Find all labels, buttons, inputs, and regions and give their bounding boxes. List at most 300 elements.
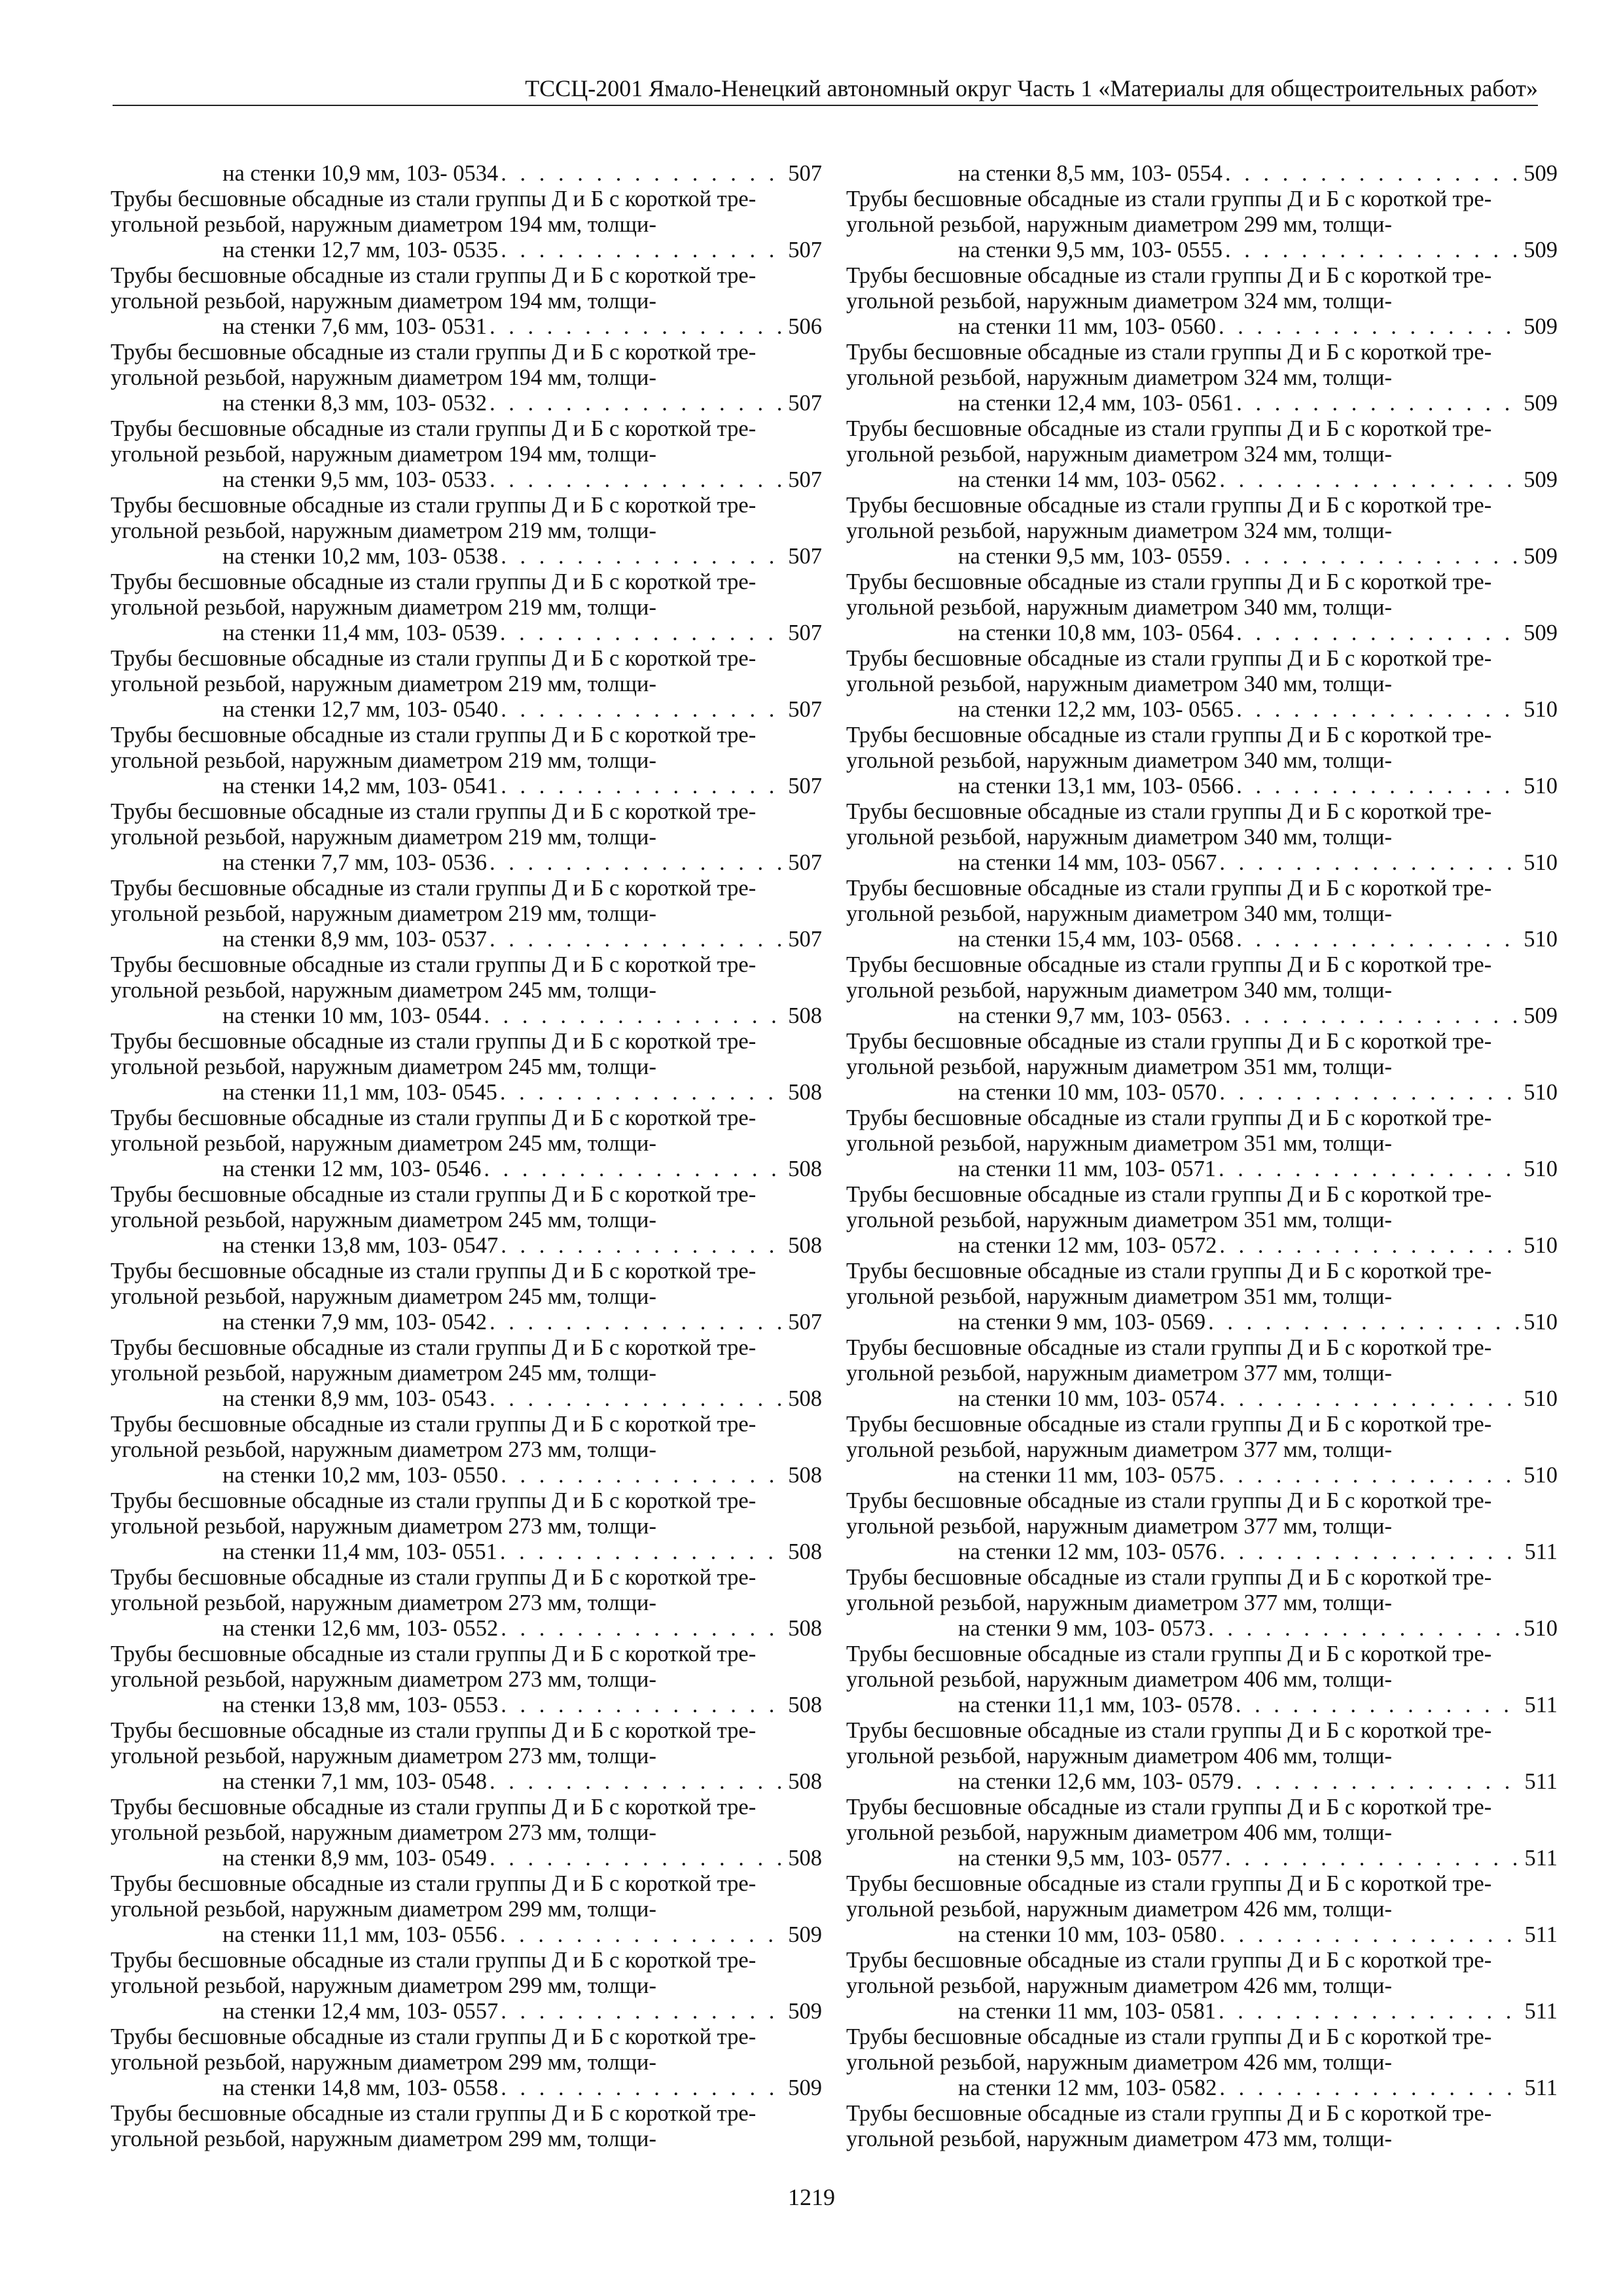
entry-text-line: Трубы бесшовные обсадные из стали группы Д и Б с короткой тре- — [111, 1029, 757, 1054]
entry-page-ref: 507 — [788, 238, 822, 262]
entry-text-line: Трубы бесшовные обсадные из стали группы Д и Б с короткой тре- — [111, 1335, 757, 1360]
entry-text-line: Трубы бесшовные обсадные из стали группы Д и Б с короткой тре- — [846, 723, 1492, 747]
dot-leader — [1225, 161, 1521, 187]
entry-text-line: угольной резьбой, наружным диаметром 273 мм, толщи- — [111, 1820, 656, 1845]
entry-code-text: на стенки 11,1 мм, 103- 0545 — [223, 1080, 497, 1105]
entry-text-line: угольной резьбой, наружным диаметром 273 мм, толщи- — [111, 1590, 656, 1615]
entry-text-line: Трубы бесшовные обсадные из стали группы Д и Б с короткой тре- — [846, 2024, 1492, 2049]
dot-leader — [490, 927, 785, 952]
index-entry — [111, 1029, 822, 1105]
index-entry — [111, 1259, 822, 1335]
dot-leader — [490, 1386, 785, 1412]
dot-leader — [490, 1769, 785, 1795]
entry-text-line: Трубы бесшовные обсадные из стали группы Д и Б с короткой тре- — [111, 1948, 757, 1973]
entry-text-line: Трубы бесшовные обсадные из стали группы Д и Б с короткой тре- — [846, 1488, 1492, 1513]
dot-leader — [1208, 1310, 1521, 1335]
entry-leader-line — [958, 544, 1558, 569]
index-entry — [111, 1718, 822, 1795]
entry-page-ref: 509 — [1524, 1003, 1558, 1028]
dot-leader — [490, 391, 785, 416]
dot-leader — [1219, 1080, 1521, 1105]
entry-code-text: на стенки 10,2 мм, 103- 0538 — [223, 544, 499, 569]
entry-page-ref: 507 — [788, 391, 822, 416]
entry-code-text: на стенки 7,1 мм, 103- 0548 — [223, 1769, 487, 1794]
entry-page-ref: 508 — [788, 1616, 822, 1641]
entry-code-text: на стенки 14 мм, 103- 0567 — [958, 850, 1217, 875]
dot-leader — [1225, 1003, 1521, 1029]
entry-code-text: на стенки 11,1 мм, 103- 0578 — [958, 1693, 1233, 1717]
entry-code-text: на стенки 13,8 мм, 103- 0553 — [223, 1693, 499, 1717]
entry-leader-line — [223, 544, 822, 569]
index-entry — [846, 1795, 1558, 1871]
dot-leader — [500, 1080, 785, 1105]
entry-page-ref: 507 — [788, 620, 822, 645]
dot-leader — [501, 1616, 785, 1641]
entry-code-text: на стенки 9 мм, 103- 0569 — [958, 1310, 1206, 1335]
entry-text-line: Трубы бесшовные обсадные из стали группы Д и Б с короткой тре- — [111, 1488, 757, 1513]
index-entry — [111, 1948, 822, 2024]
index-entry — [846, 646, 1558, 723]
index-entry — [111, 876, 822, 952]
entry-page-ref: 509 — [788, 1999, 822, 2024]
index-entry — [846, 2024, 1558, 2101]
entry-text-line: угольной резьбой, наружным диаметром 245 мм, толщи- — [111, 1054, 656, 1079]
entry-text-line: Трубы бесшовные обсадные из стали группы Д и Б с короткой тре- — [846, 263, 1492, 288]
index-entry — [111, 646, 822, 723]
entry-leader-line — [958, 238, 1558, 263]
entry-page-ref: 508 — [788, 1080, 822, 1105]
dot-leader — [1225, 1846, 1522, 1871]
entry-code-text: на стенки 11 мм, 103- 0575 — [958, 1463, 1217, 1488]
entry-page-ref: 508 — [788, 1693, 822, 1717]
entry-page-ref: 507 — [788, 850, 822, 875]
index-entry — [846, 723, 1558, 799]
entry-leader-line — [958, 850, 1558, 876]
entry-code-text: на стенки 9,5 мм, 103- 0555 — [958, 238, 1222, 262]
index-entry — [111, 263, 822, 340]
index-entry — [111, 161, 822, 187]
index-entry — [846, 1488, 1558, 1565]
entry-text-line: Трубы бесшовные обсадные из стали группы Д и Б с короткой тре- — [111, 569, 757, 594]
index-entry — [111, 1565, 822, 1641]
dot-leader — [490, 850, 785, 876]
index-entry — [111, 1871, 822, 1948]
entry-text-line: Трубы бесшовные обсадные из стали группы Д и Б с короткой тре- — [111, 1412, 757, 1437]
entry-text-line: угольной резьбой, наружным диаметром 219 мм, толщи- — [111, 518, 656, 543]
entry-text-line: угольной резьбой, наружным диаметром 473 мм, толщи- — [846, 2126, 1392, 2151]
entry-text-line: угольной резьбой, наружным диаметром 245 мм, толщи- — [111, 978, 656, 1003]
dot-leader — [1208, 1616, 1521, 1641]
entry-text-line: Трубы бесшовные обсадные из стали группы Д и Б с короткой тре- — [846, 1871, 1492, 1896]
entry-leader-line — [223, 697, 822, 723]
index-entry — [846, 952, 1558, 1029]
entry-page-ref: 509 — [788, 1922, 822, 1947]
entry-text-line: Трубы бесшовные обсадные из стали группы Д и Б с короткой тре- — [846, 1029, 1492, 1054]
dot-leader — [1225, 238, 1521, 263]
entry-text-line: Трубы бесшовные обсадные из стали группы Д и Б с короткой тре- — [111, 187, 757, 211]
entry-leader-line — [958, 1846, 1558, 1871]
entry-text-line: угольной резьбой, наружным диаметром 194 мм, толщи- — [111, 442, 656, 467]
index-entry — [111, 952, 822, 1029]
entry-leader-line — [223, 314, 822, 340]
entry-leader-line — [223, 620, 822, 646]
entry-code-text: на стенки 11,4 мм, 103- 0539 — [223, 620, 497, 645]
entry-text-line: угольной резьбой, наружным диаметром 340 мм, толщи- — [846, 595, 1392, 620]
entry-code-text: на стенки 10 мм, 103- 0580 — [958, 1922, 1217, 1947]
entry-leader-line — [223, 1003, 822, 1029]
entry-page-ref: 510 — [1524, 1080, 1558, 1105]
entry-leader-line — [223, 1386, 822, 1412]
entry-leader-line — [958, 1157, 1558, 1182]
entry-leader-line — [958, 1922, 1558, 1948]
entry-text-line: Трубы бесшовные обсадные из стали группы Д и Б с короткой тре- — [846, 1412, 1492, 1437]
entry-page-ref: 511 — [1524, 1769, 1558, 1794]
entry-text-line: угольной резьбой, наружным диаметром 245 мм, толщи- — [111, 1208, 656, 1232]
entry-code-text: на стенки 15,4 мм, 103- 0568 — [958, 927, 1234, 952]
index-entry — [111, 723, 822, 799]
entry-code-text: на стенки 10,9 мм, 103- 0534 — [223, 161, 499, 186]
entry-text-line: угольной резьбой, наружным диаметром 245 мм, толщи- — [111, 1361, 656, 1386]
dot-leader — [1236, 1769, 1522, 1795]
index-entry — [111, 1335, 822, 1412]
entry-code-text: на стенки 14,8 мм, 103- 0558 — [223, 2075, 499, 2100]
entry-leader-line — [958, 774, 1558, 799]
entry-text-line: Трубы бесшовные обсадные из стали группы Д и Б с короткой тре- — [846, 416, 1492, 441]
dot-leader — [1219, 1463, 1521, 1488]
dot-leader — [1225, 544, 1521, 569]
entry-code-text: на стенки 10 мм, 103- 0544 — [223, 1003, 482, 1028]
index-entry — [111, 1795, 822, 1871]
entry-text-line: Трубы бесшовные обсадные из стали группы Д и Б с короткой тре- — [111, 952, 757, 977]
entry-text-line: угольной резьбой, наружным диаметром 340 мм, толщи- — [846, 748, 1392, 773]
dot-leader — [484, 1003, 785, 1029]
entry-code-text: на стенки 13,1 мм, 103- 0566 — [958, 774, 1234, 798]
entry-leader-line — [958, 620, 1558, 646]
entry-text-line: Трубы бесшовные обсадные из стали группы Д и Б с короткой тре- — [111, 1105, 757, 1130]
index-entry — [846, 876, 1558, 952]
entry-text-line: Трубы бесшовные обсадные из стали группы Д и Б с короткой тре- — [846, 799, 1492, 824]
entry-code-text: на стенки 9,7 мм, 103- 0563 — [958, 1003, 1222, 1028]
index-entry — [111, 1641, 822, 1718]
index-entry — [111, 1182, 822, 1259]
entry-page-ref: 510 — [1524, 850, 1558, 875]
entry-leader-line — [223, 161, 822, 187]
entry-leader-line — [223, 391, 822, 416]
entry-page-ref: 511 — [1524, 1693, 1558, 1717]
entry-text-line: угольной резьбой, наружным диаметром 299 мм, толщи- — [111, 2050, 656, 2075]
entry-text-line: угольной резьбой, наружным диаметром 351 мм, толщи- — [846, 1131, 1392, 1156]
entry-leader-line — [958, 467, 1558, 493]
entry-text-line: угольной резьбой, наружным диаметром 377 мм, толщи- — [846, 1590, 1392, 1615]
entry-leader-line — [958, 1080, 1558, 1105]
entry-code-text: на стенки 8,3 мм, 103- 0532 — [223, 391, 487, 416]
entry-text-line: Трубы бесшовные обсадные из стали группы Д и Б с короткой тре- — [846, 646, 1492, 671]
entry-page-ref: 507 — [788, 927, 822, 952]
entry-page-ref: 510 — [1524, 1616, 1558, 1641]
entry-text-line: угольной резьбой, наружным диаметром 340 мм, толщи- — [846, 672, 1392, 696]
index-entry — [111, 2101, 822, 2152]
entry-page-ref: 510 — [1524, 1386, 1558, 1411]
entry-text-line: Трубы бесшовные обсадные из стали группы Д и Б с короткой тре- — [846, 1795, 1492, 1820]
entry-leader-line — [223, 1233, 822, 1259]
entry-leader-line — [223, 1769, 822, 1795]
entry-leader-line — [958, 927, 1558, 952]
entry-text-line: угольной резьбой, наружным диаметром 426 мм, толщи- — [846, 1897, 1392, 1922]
entry-text-line: Трубы бесшовные обсадные из стали группы Д и Б с короткой тре- — [111, 723, 757, 747]
entry-page-ref: 507 — [788, 1310, 822, 1335]
dot-leader — [501, 1233, 785, 1259]
entry-leader-line — [223, 1922, 822, 1948]
index-entry — [846, 1641, 1558, 1718]
entry-page-ref: 511 — [1524, 2075, 1558, 2100]
index-entry — [111, 1412, 822, 1488]
dot-leader — [1219, 314, 1521, 340]
entry-page-ref: 511 — [1524, 1999, 1558, 2024]
entry-text-line: угольной резьбой, наружным диаметром 324 мм, толщи- — [846, 365, 1392, 390]
dot-leader — [1236, 697, 1521, 723]
entry-text-line: Трубы бесшовные обсадные из стали группы Д и Б с короткой тре- — [111, 646, 757, 671]
dot-leader — [490, 314, 785, 340]
index-entry — [111, 187, 822, 263]
entry-leader-line — [223, 850, 822, 876]
dot-leader — [500, 1922, 785, 1948]
index-entry — [111, 1105, 822, 1182]
entry-leader-line — [223, 1157, 822, 1182]
dot-leader — [501, 544, 785, 569]
entry-code-text: на стенки 12 мм, 103- 0546 — [223, 1157, 482, 1181]
index-entry — [846, 416, 1558, 493]
entry-text-line: Трубы бесшовные обсадные из стали группы Д и Б с короткой тре- — [111, 1259, 757, 1283]
dot-leader — [1219, 1999, 1522, 2024]
dot-leader — [1219, 1922, 1522, 1948]
entry-page-ref: 509 — [1524, 391, 1558, 416]
entry-page-ref: 507 — [788, 544, 822, 569]
dot-leader — [501, 161, 785, 187]
entry-page-ref: 509 — [1524, 161, 1558, 186]
entry-leader-line — [958, 1693, 1558, 1718]
entry-text-line: Трубы бесшовные обсадные из стали группы Д и Б с короткой тре- — [111, 799, 757, 824]
entry-text-line: угольной резьбой, наружным диаметром 406 мм, толщи- — [846, 1744, 1392, 1768]
entry-text-line: угольной резьбой, наружным диаметром 194 мм, толщи- — [111, 289, 656, 314]
index-entry — [846, 1412, 1558, 1488]
entry-page-ref: 508 — [788, 1386, 822, 1411]
index-entry — [846, 1259, 1558, 1335]
dot-leader — [1219, 1157, 1521, 1182]
entry-leader-line — [223, 1846, 822, 1871]
entry-code-text: на стенки 13,8 мм, 103- 0547 — [223, 1233, 499, 1258]
entry-text-line: угольной резьбой, наружным диаметром 324 мм, толщи- — [846, 518, 1392, 543]
entry-text-line: угольной резьбой, наружным диаметром 351 мм, толщи- — [846, 1054, 1392, 1079]
entry-leader-line — [958, 697, 1558, 723]
entry-text-line: Трубы бесшовные обсадные из стали группы Д и Б с короткой тре- — [111, 1182, 757, 1207]
entry-text-line: угольной резьбой, наружным диаметром 324 мм, толщи- — [846, 442, 1392, 467]
entry-code-text: на стенки 7,6 мм, 103- 0531 — [223, 314, 487, 339]
entry-page-ref: 509 — [1524, 620, 1558, 645]
index-entry — [846, 187, 1558, 263]
index-entry — [111, 493, 822, 569]
entry-text-line: Трубы бесшовные обсадные из стали группы Д и Б с короткой тре- — [111, 1718, 757, 1743]
index-entry — [111, 416, 822, 493]
entry-text-line: угольной резьбой, наружным диаметром 377 мм, толщи- — [846, 1514, 1392, 1539]
entry-text-line: Трубы бесшовные обсадные из стали группы Д и Б с короткой тре- — [846, 569, 1492, 594]
entry-page-ref: 510 — [1524, 927, 1558, 952]
entry-text-line: угольной резьбой, наружным диаметром 219 мм, толщи- — [111, 825, 656, 850]
entry-text-line: Трубы бесшовные обсадные из стали группы Д и Б с короткой тре- — [846, 1335, 1492, 1360]
entry-text-line: Трубы бесшовные обсадные из стали группы Д и Б с короткой тре- — [846, 1641, 1492, 1666]
entry-leader-line — [958, 314, 1558, 340]
entry-leader-line — [223, 1693, 822, 1718]
entry-page-ref: 508 — [788, 1233, 822, 1258]
entry-text-line: угольной резьбой, наружным диаметром 219 мм, толщи- — [111, 748, 656, 773]
entry-code-text: на стенки 14,2 мм, 103- 0541 — [223, 774, 499, 798]
entry-text-line: угольной резьбой, наружным диаметром 377 мм, толщи- — [846, 1361, 1392, 1386]
entry-text-line: угольной резьбой, наружным диаметром 273 мм, толщи- — [111, 1437, 656, 1462]
entry-text-line: угольной резьбой, наружным диаметром 273 мм, толщи- — [111, 1744, 656, 1768]
entry-leader-line — [958, 1463, 1558, 1488]
entry-page-ref: 510 — [1524, 1463, 1558, 1488]
dot-leader — [501, 1999, 785, 2024]
index-entry — [846, 569, 1558, 646]
entry-leader-line — [958, 161, 1558, 187]
entry-text-line: Трубы бесшовные обсадные из стали группы Д и Б с короткой тре- — [111, 876, 757, 901]
entry-text-line: угольной резьбой, наружным диаметром 406 мм, толщи- — [846, 1820, 1392, 1845]
entry-text-line: угольной резьбой, наружным диаметром 245 мм, толщи- — [111, 1131, 656, 1156]
dot-leader — [1236, 391, 1521, 416]
entry-text-line: Трубы бесшовные обсадные из стали группы Д и Б с короткой тре- — [846, 340, 1492, 365]
index-entry — [846, 1948, 1558, 2024]
entry-page-ref: 508 — [788, 1003, 822, 1028]
entry-text-line: Трубы бесшовные обсадные из стали группы Д и Б с короткой тре- — [111, 263, 757, 288]
index-entry — [846, 1718, 1558, 1795]
entry-code-text: на стенки 14 мм, 103- 0562 — [958, 467, 1217, 492]
entry-text-line: Трубы бесшовные обсадные из стали группы Д и Б с короткой тре- — [111, 416, 757, 441]
dot-leader — [1236, 1693, 1522, 1718]
entry-code-text: на стенки 10,2 мм, 103- 0550 — [223, 1463, 499, 1488]
entry-leader-line — [223, 238, 822, 263]
entry-code-text: на стенки 7,7 мм, 103- 0536 — [223, 850, 487, 875]
entry-page-ref: 511 — [1524, 1846, 1558, 1871]
entry-page-ref: 510 — [1524, 1310, 1558, 1335]
entry-text-line: угольной резьбой, наружным диаметром 351 мм, толщи- — [846, 1284, 1392, 1309]
entry-text-line: угольной резьбой, наружным диаметром 406 мм, толщи- — [846, 1667, 1392, 1692]
entry-code-text: на стенки 12,4 мм, 103- 0561 — [958, 391, 1234, 416]
entry-text-line: Трубы бесшовные обсадные из стали группы Д и Б с короткой тре- — [111, 1641, 757, 1666]
entry-text-line: Трубы бесшовные обсадные из стали группы Д и Б с короткой тре- — [111, 1795, 757, 1820]
entry-page-ref: 510 — [1524, 1233, 1558, 1258]
dot-leader — [501, 1463, 785, 1488]
entry-text-line: Трубы бесшовные обсадные из стали группы Д и Б с короткой тре- — [846, 1259, 1492, 1283]
entry-leader-line — [223, 1080, 822, 1105]
dot-leader — [1219, 1539, 1522, 1565]
entry-text-line: Трубы бесшовные обсадные из стали группы Д и Б с короткой тре- — [846, 952, 1492, 977]
entry-code-text: на стенки 10 мм, 103- 0574 — [958, 1386, 1217, 1411]
entry-text-line: угольной резьбой, наружным диаметром 273 мм, толщи- — [111, 1514, 656, 1539]
entry-text-line: угольной резьбой, наружным диаметром 426 мм, толщи- — [846, 1973, 1392, 1998]
index-entry — [111, 340, 822, 416]
entry-text-line: угольной резьбой, наружным диаметром 299 мм, толщи- — [846, 212, 1392, 237]
index-column-right — [846, 161, 1558, 2152]
entry-page-ref: 508 — [788, 1157, 822, 1181]
entry-text-line: Трубы бесшовные обсадные из стали группы Д и Б с короткой тре- — [111, 493, 757, 518]
entry-code-text: на стенки 9,5 мм, 103- 0559 — [958, 544, 1222, 569]
index-entry — [111, 569, 822, 646]
dot-leader — [1219, 850, 1521, 876]
index-entry — [846, 799, 1558, 876]
entry-text-line: Трубы бесшовные обсадные из стали группы Д и Б с короткой тре- — [846, 876, 1492, 901]
index-entry — [111, 2024, 822, 2101]
dot-leader — [490, 467, 785, 493]
entry-page-ref: 507 — [788, 697, 822, 722]
entry-text-line: угольной резьбой, наружным диаметром 245 мм, толщи- — [111, 1284, 656, 1309]
index-entry — [846, 340, 1558, 416]
index-entry — [111, 799, 822, 876]
entry-text-line: Трубы бесшовные обсадные из стали группы Д и Б с короткой тре- — [111, 2024, 757, 2049]
dot-leader — [490, 1846, 785, 1871]
entry-code-text: на стенки 12,2 мм, 103- 0565 — [958, 697, 1234, 722]
dot-leader — [1219, 2075, 1522, 2101]
index-column-left — [111, 161, 822, 2152]
entry-leader-line — [223, 1616, 822, 1641]
entry-code-text: на стенки 11 мм, 103- 0560 — [958, 314, 1217, 339]
entry-leader-line — [223, 1310, 822, 1335]
entry-code-text: на стенки 11 мм, 103- 0571 — [958, 1157, 1217, 1181]
entry-leader-line — [223, 927, 822, 952]
entry-text-line: угольной резьбой, наружным диаметром 351 мм, толщи- — [846, 1208, 1392, 1232]
entry-leader-line — [958, 2075, 1558, 2101]
running-header — [113, 72, 1538, 106]
index-entry — [846, 1335, 1558, 1412]
entry-leader-line — [958, 391, 1558, 416]
entry-leader-line — [958, 1310, 1558, 1335]
entry-code-text: на стенки 12,7 мм, 103- 0540 — [223, 697, 499, 722]
dot-leader — [501, 697, 785, 723]
entry-text-line: угольной резьбой, наружным диаметром 299 мм, толщи- — [111, 1973, 656, 1998]
entry-code-text: на стенки 12 мм, 103- 0582 — [958, 2075, 1217, 2100]
entry-code-text: на стенки 10 мм, 103- 0570 — [958, 1080, 1217, 1105]
entry-page-ref: 508 — [788, 1769, 822, 1794]
entry-page-ref: 507 — [788, 161, 822, 186]
entry-leader-line — [223, 1999, 822, 2024]
entry-text-line: угольной резьбой, наружным диаметром 340 мм, толщи- — [846, 825, 1392, 850]
index-entry — [846, 1029, 1558, 1105]
entry-text-line: Трубы бесшовные обсадные из стали группы Д и Б с короткой тре- — [846, 1565, 1492, 1590]
entry-page-ref: 508 — [788, 1539, 822, 1564]
index-entry — [846, 1565, 1558, 1641]
entry-text-line: угольной резьбой, наружным диаметром 340 мм, толщи- — [846, 901, 1392, 926]
entry-text-line: Трубы бесшовные обсадные из стали группы Д и Б с короткой тре- — [111, 1565, 757, 1590]
entry-code-text: на стенки 12,7 мм, 103- 0535 — [223, 238, 499, 262]
entry-text-line: Трубы бесшовные обсадные из стали группы Д и Б с короткой тре- — [846, 1948, 1492, 1973]
entry-page-ref: 511 — [1524, 1539, 1558, 1564]
entry-page-ref: 507 — [788, 467, 822, 492]
dot-leader — [1219, 467, 1521, 493]
entry-leader-line — [958, 1616, 1558, 1641]
entry-leader-line — [223, 2075, 822, 2101]
entry-text-line: угольной резьбой, наружным диаметром 299 мм, толщи- — [111, 2126, 656, 2151]
entry-code-text: на стенки 8,5 мм, 103- 0554 — [958, 161, 1222, 186]
entry-page-ref: 508 — [788, 1463, 822, 1488]
entry-text-line: угольной резьбой, наружным диаметром 324 мм, толщи- — [846, 289, 1392, 314]
dot-leader — [1219, 1386, 1521, 1412]
entry-text-line: Трубы бесшовные обсадные из стали группы Д и Б с короткой тре- — [111, 1871, 757, 1896]
entry-page-ref: 510 — [1524, 697, 1558, 722]
entry-text-line: угольной резьбой, наружным диаметром 219 мм, толщи- — [111, 901, 656, 926]
entry-text-line: угольной резьбой, наружным диаметром 194 мм, толщи- — [111, 365, 656, 390]
entry-page-ref: 509 — [1524, 467, 1558, 492]
entry-code-text: на стенки 7,9 мм, 103- 0542 — [223, 1310, 487, 1335]
entry-code-text: на стенки 12,6 мм, 103- 0552 — [223, 1616, 499, 1641]
index-entry — [846, 263, 1558, 340]
